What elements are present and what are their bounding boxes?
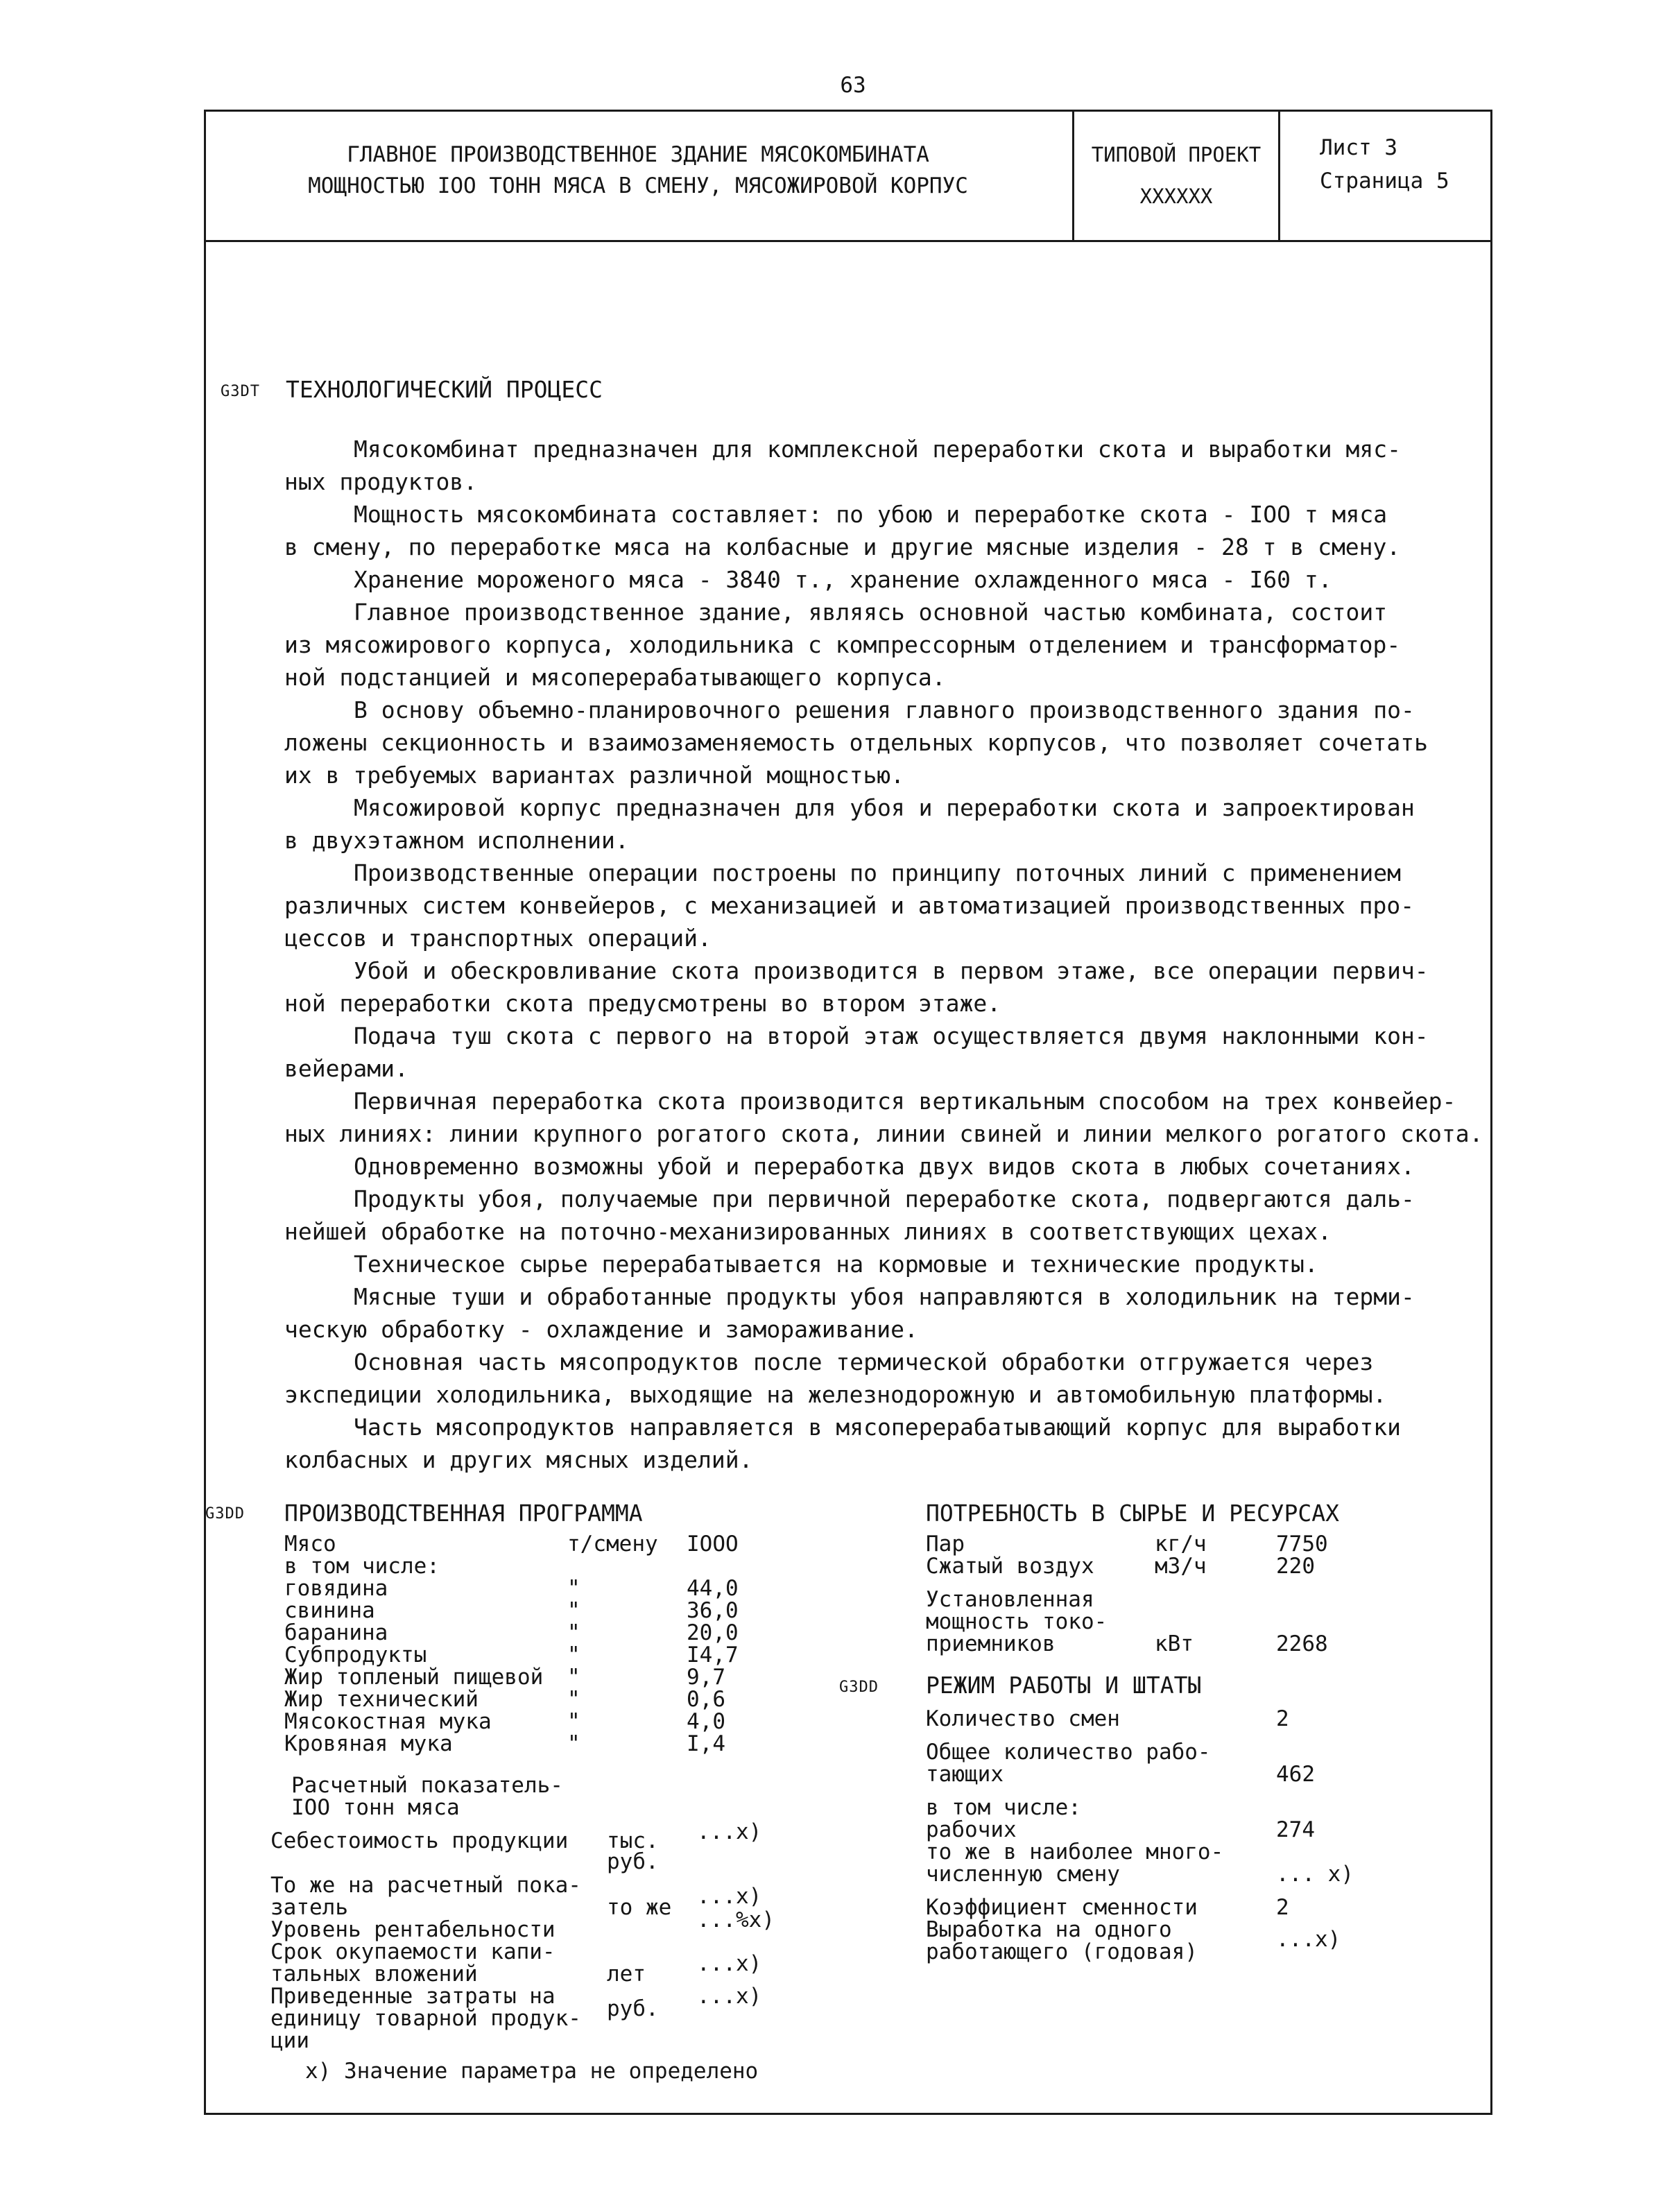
program-item-name: свинина <box>284 1598 375 1623</box>
program-item-name: говядина <box>284 1576 388 1601</box>
power-value: 2268 <box>1276 1631 1328 1656</box>
program-item-value: 20,0 <box>687 1620 739 1645</box>
process-line: ных продуктов. <box>284 468 478 495</box>
largest-line1: то же в наиболее много- <box>926 1840 1224 1864</box>
process-line: Часть мясопродуктов направляется в мясоперерабатывающий корпус для выработки <box>354 1414 1401 1441</box>
section-title-process: ТЕХНОЛОГИЧЕСКИЙ ПРОЦЕСС <box>286 376 603 403</box>
process-line: экспедиции холодильника, выходящие на железнодорожную и автомобильную платформы. <box>284 1381 1387 1408</box>
header-title-line2: МОЩНОСТЬЮ IOO ТОНН МЯСА В СМЕНУ, МЯСОЖИРОВОЙ КОРПУС <box>308 173 968 198</box>
cost-unit-line2: руб. <box>607 1849 659 1874</box>
air-label: Сжатый воздух <box>926 1554 1094 1579</box>
shift-coef-label: Коэффициент сменности <box>926 1895 1198 1920</box>
program-item-row <box>284 1666 770 1688</box>
cost-value: ...x) <box>697 1819 762 1844</box>
laborers-value: 274 <box>1276 1817 1315 1842</box>
process-line: Подача туш скота с первого на второй этаж осуществляется двумя наклонными кон- <box>354 1022 1429 1049</box>
process-line: Мясные туши и обработанные продукты убоя направляются в холодильник на терми- <box>354 1283 1415 1310</box>
shifts-value: 2 <box>1276 1706 1289 1731</box>
output-line2: работающего (годовая) <box>926 1939 1198 1964</box>
process-line: в смену, по переработке мяса на колбасные и другие мясные изделия - 28 т в смену. <box>284 533 1401 560</box>
largest-value: ... x) <box>1276 1862 1354 1887</box>
output-line1: Выработка на одного <box>926 1917 1172 1942</box>
section-marker-program: G3DD <box>205 1505 245 1523</box>
program-item-row <box>284 1688 770 1711</box>
program-item-value: I4,7 <box>687 1643 739 1667</box>
header-rule <box>204 240 1490 242</box>
process-line: Продукты убоя, получаемые при первичной переработке скота, подвергаются даль- <box>354 1185 1415 1212</box>
process-line: вейерами. <box>284 1055 408 1082</box>
program-item-unit: " <box>567 1687 580 1712</box>
program-item-unit: " <box>567 1620 580 1645</box>
process-line: ложены секционность и взаимозаменяемость отдельных корпусов, что позволяет сочетать <box>284 729 1429 756</box>
power-line1: Установленная <box>926 1587 1094 1612</box>
process-text <box>284 433 1483 1476</box>
reduced-unit: руб. <box>607 1996 659 2021</box>
reduced-line2: единицу товарной продук- <box>270 2006 581 2031</box>
program-item-row <box>284 1600 770 1622</box>
largest-line2: численную смену <box>926 1862 1120 1887</box>
sheet-number: Лист 3 <box>1320 135 1397 160</box>
profitability-value: ...%x) <box>697 1907 775 1932</box>
program-item-name: Жир технический <box>284 1687 479 1712</box>
program-item-row <box>284 1711 770 1733</box>
payback-unit: лет <box>607 1962 646 1987</box>
payback-value: ...x) <box>697 1951 762 1976</box>
process-line: различных систем конвейеров, с механизацией и автоматизацией производственных про- <box>284 892 1415 919</box>
page-number: 63 <box>840 73 866 98</box>
power-line2: мощность токо- <box>926 1609 1108 1634</box>
project-label: ТИПОВОЙ ПРОЕКТ <box>1091 143 1262 166</box>
program-item-row <box>284 1622 770 1644</box>
steam-value: 7750 <box>1276 1532 1328 1557</box>
header-title-line1: ГЛАВНОЕ ПРОИЗВОДСТВЕННОЕ ЗДАНИЕ МЯСОКОМБИНАТА <box>347 142 929 167</box>
shift-coef-value: 2 <box>1276 1895 1289 1920</box>
output-value: ...x) <box>1276 1927 1341 1952</box>
staff-title: РЕЖИМ РАБОТЫ И ШТАТЫ <box>926 1672 1202 1699</box>
reduced-value: ...x) <box>697 1984 762 2009</box>
program-item-name: Мясокостная мука <box>284 1709 492 1734</box>
shifts-label: Количество смен <box>926 1706 1120 1731</box>
power-line3: приемников <box>926 1631 1056 1656</box>
profitability-label: Уровень рентабельности <box>270 1917 556 1942</box>
program-item-value: 0,6 <box>687 1687 725 1712</box>
reduced-line1: Приведенные затраты на <box>270 1984 556 2009</box>
program-item-value: 9,7 <box>687 1665 725 1690</box>
process-line: Первичная переработка скота производится вертикальным способом на трех конвейер- <box>354 1088 1456 1115</box>
program-item-value: 44,0 <box>687 1576 739 1601</box>
reduced-line3: ции <box>270 2028 309 2053</box>
meat-value: IOOO <box>687 1532 739 1557</box>
process-line: Мясокомбинат предназначен для комплексной переработки скота и выработки мяс- <box>354 436 1401 463</box>
program-items <box>284 1577 770 1755</box>
resources-title: ПОТРЕБНОСТЬ В СЫРЬЕ И РЕСУРСАХ <box>926 1500 1340 1527</box>
header-divider-2 <box>1278 110 1280 241</box>
process-line: Техническое сырье перерабатывается на кормовые и технические продукты. <box>354 1251 1318 1278</box>
process-line: в двухэтажном исполнении. <box>284 827 629 854</box>
program-item-unit: " <box>567 1576 580 1601</box>
header-divider-1 <box>1072 110 1074 241</box>
program-item-name: баранина <box>284 1620 388 1645</box>
payback-line1: Срок окупаемости капи- <box>270 1939 556 1964</box>
laborers-label: рабочих <box>926 1817 1017 1842</box>
calc-indicator-line2: IOO тонн мяса <box>291 1795 460 1820</box>
payback-line2: тальных вложений <box>270 1962 478 1987</box>
workers-value: 462 <box>1276 1762 1315 1787</box>
program-item-name: Субпродукты <box>284 1643 427 1667</box>
program-item-name: Жир топленый пищевой <box>284 1665 544 1690</box>
calc-indicator-line1: Расчетный показатель- <box>291 1773 563 1798</box>
process-line: из мясожирового корпуса, холодильника с компрессорным отделением и трансформатор- <box>284 631 1401 658</box>
program-title: ПРОИЗВОДСТВЕННАЯ ПРОГРАММА <box>284 1500 643 1527</box>
power-unit: кВт <box>1155 1631 1194 1656</box>
process-line: ческую обработку - охлаждение и замораживание. <box>284 1316 918 1343</box>
footnote: x) Значение параметра не определено <box>305 2059 759 2084</box>
including-label: в том числе: <box>284 1554 440 1579</box>
program-item-unit: " <box>567 1731 580 1756</box>
workers-line2: тающих <box>926 1762 1004 1787</box>
page-label: Страница 5 <box>1320 169 1449 194</box>
project-code: XXXXXX <box>1139 185 1213 208</box>
meat-label: Мясо <box>284 1532 336 1557</box>
process-line: цессов и транспортных операций. <box>284 925 712 952</box>
process-line: Производственные операции построены по принципу поточных линий с применением <box>354 859 1401 886</box>
same-calc-line2: затель <box>270 1895 348 1920</box>
meat-unit: т/смену <box>567 1532 658 1557</box>
cost-unit-line1: тыс. <box>607 1828 659 1853</box>
workers-line1: Общее количество рабо- <box>926 1740 1211 1765</box>
program-item-row <box>284 1577 770 1600</box>
air-value: 220 <box>1276 1554 1315 1579</box>
process-line: ной подстанцией и мясоперерабатывающего корпуса. <box>284 664 946 691</box>
section-marker-process: G3DT <box>221 383 260 400</box>
program-item-value: I,4 <box>687 1731 725 1756</box>
program-item-row <box>284 1644 770 1666</box>
process-line: нейшей обработке на поточно-механизированных линиях в соответствующих цехах. <box>284 1218 1332 1245</box>
program-item-value: 4,0 <box>687 1709 725 1734</box>
process-line: колбасных и других мясных изделий. <box>284 1446 753 1473</box>
process-line: Убой и обескровливание скота производится в первом этаже, все операции первич- <box>354 957 1429 984</box>
program-item-unit: " <box>567 1598 580 1623</box>
same-calc-value: ...x) <box>697 1884 762 1909</box>
process-line: ных линиях: линии крупного рогатого скота, линии свиней и линии мелкого рогатого скота. <box>284 1120 1483 1147</box>
program-item-row <box>284 1733 770 1755</box>
program-item-name: Кровяная мука <box>284 1731 453 1756</box>
program-item-unit: " <box>567 1643 580 1667</box>
same-calc-line1: То же на расчетный пока- <box>270 1873 581 1898</box>
process-line: Мощность мясокомбината составляет: по убою и переработке скота - IOO т мяса <box>354 501 1388 528</box>
air-unit: м3/ч <box>1155 1554 1207 1579</box>
process-line: ной переработки скота предусмотрены во втором этаже. <box>284 990 1001 1017</box>
staff-including: в том числе: <box>926 1795 1081 1820</box>
process-line: Основная часть мясопродуктов после термической обработки отгружается через <box>354 1348 1374 1375</box>
program-item-unit: " <box>567 1709 580 1734</box>
program-item-value: 36,0 <box>687 1598 739 1623</box>
same-calc-unit: то же <box>607 1895 672 1920</box>
steam-unit: кг/ч <box>1155 1532 1207 1557</box>
process-line: Мясожировой корпус предназначен для убоя и переработки скота и запроектирован <box>354 794 1415 821</box>
section-marker-staff: G3DD <box>839 1679 879 1696</box>
process-line: Одновременно возможны убой и переработка двух видов скота в любых сочетаниях. <box>354 1153 1415 1180</box>
process-line: В основу объемно-планировочного решения главного производственного здания по- <box>354 696 1415 723</box>
process-line: Хранение мороженого мяса - 3840 т., хранение охлажденного мяса - I60 т. <box>354 566 1332 593</box>
steam-label: Пар <box>926 1532 965 1557</box>
program-item-unit: " <box>567 1665 580 1690</box>
cost-label: Себестоимость продукции <box>270 1828 569 1853</box>
process-line: Главное производственное здание, являясь основной частью комбината, состоит <box>354 599 1388 626</box>
process-line: их в требуемых вариантах различной мощностью. <box>284 762 905 789</box>
